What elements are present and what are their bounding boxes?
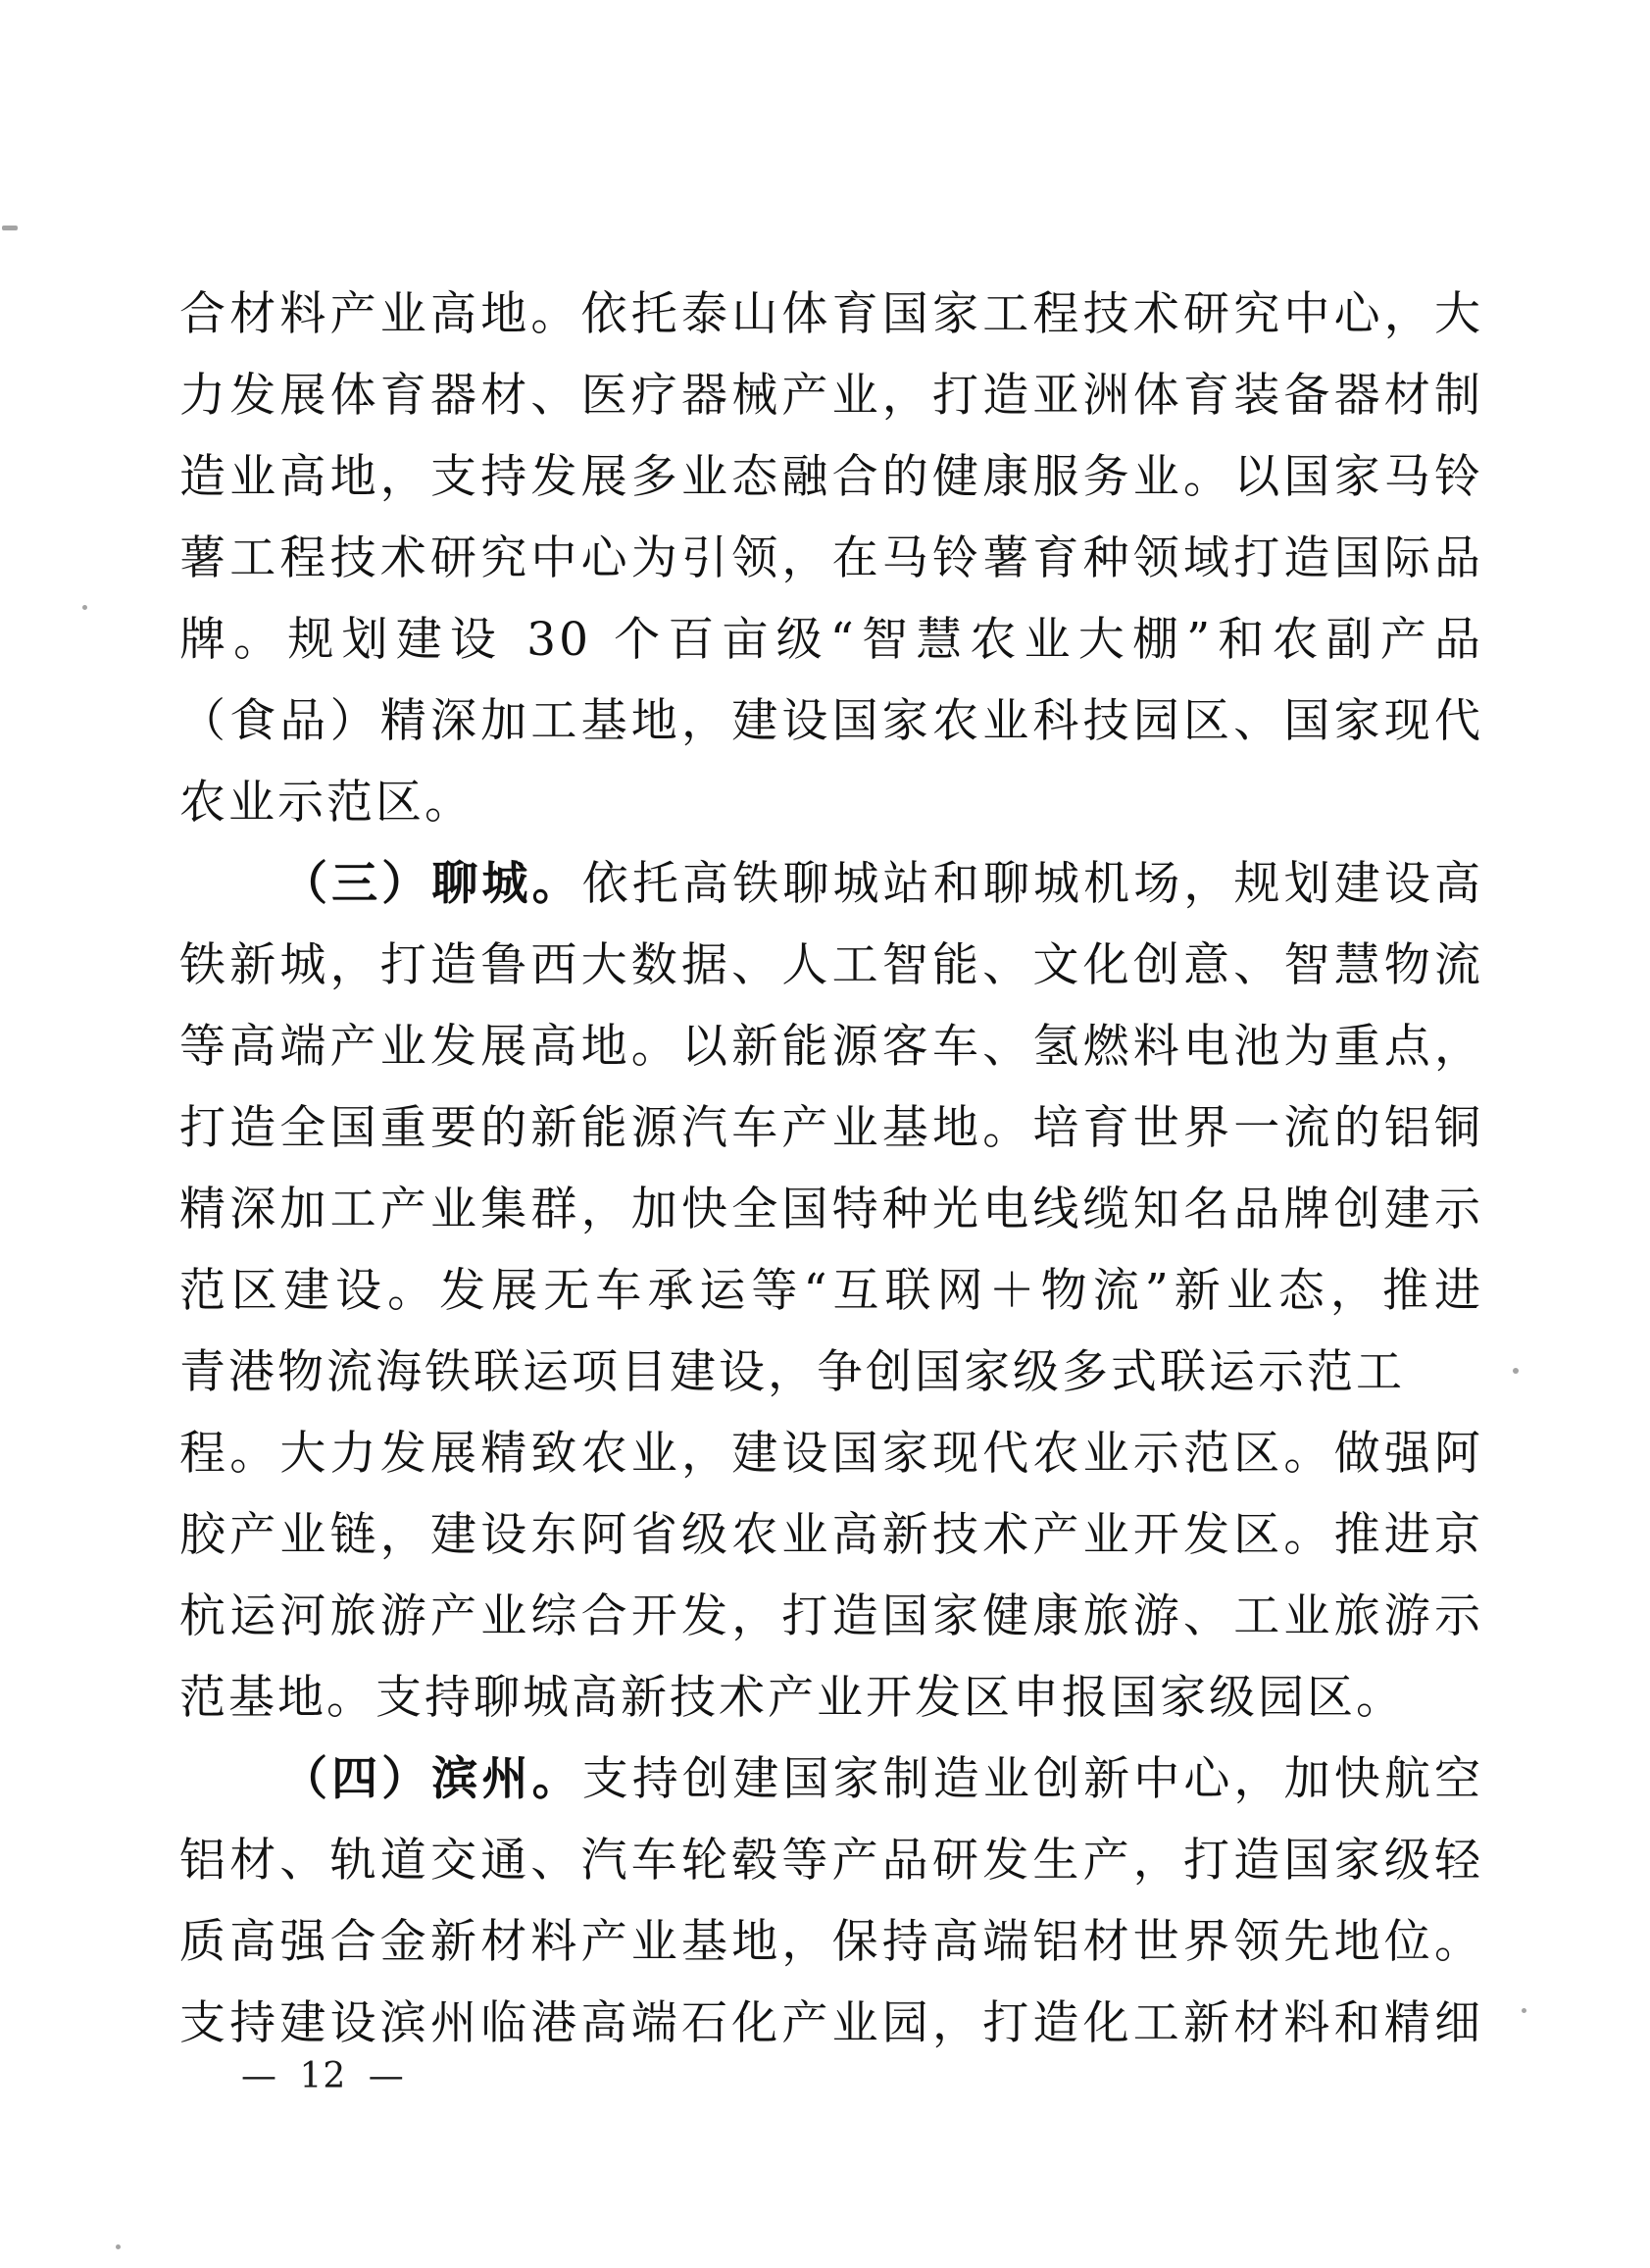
text-line: 农业示范区。	[179, 776, 474, 830]
text-line: 薯工程技术研究中心为引领，在马铃薯育种领域打造国际品	[179, 531, 1483, 585]
section-text: 支持创建国家制造业创新中心，加快航空	[581, 1752, 1484, 1806]
text-line: （食品）精深加工基地，建设国家农业科技园区、国家现代	[179, 694, 1483, 748]
text-line: 质高强合金新材料产业基地，保持高端铝材世界领先地位。	[179, 1915, 1483, 1969]
section-label: （四）滨州。	[281, 1752, 582, 1806]
text-line: 胶产业链，建设东阿省级农业高新技术产业开发区。推进京	[179, 1508, 1483, 1562]
text-line: 铁新城，打造鲁西大数据、人工智能、文化创意、智慧物流	[179, 938, 1483, 992]
text-line: 范区建设。发展无车承运等“互联网＋物流”新业态，推进	[179, 1264, 1483, 1318]
scan-speck	[1513, 1368, 1519, 1374]
scan-speck	[116, 2244, 121, 2249]
text-block	[179, 274, 1483, 2064]
text-line: 支持建设滨州临港高端石化产业园，打造化工新材料和精细	[179, 1996, 1483, 2050]
text-line: 牌。规划建设 30 个百亩级“智慧农业大棚”和农副产品	[179, 613, 1483, 667]
section-text: 依托高铁聊城站和聊城机场，规划建设高	[581, 857, 1484, 911]
scan-speck	[1522, 2008, 1526, 2013]
text-line: 精深加工产业集群，加快全国特种光电线缆知名品牌创建示	[179, 1183, 1483, 1236]
text-line: 打造全国重要的新能源汽车产业基地。培育世界一流的铝铜	[179, 1101, 1483, 1155]
section-label: （三）聊城。	[281, 857, 582, 911]
text-line: 力发展体育器材、医疗器械产业，打造亚洲体育装备器材制	[179, 369, 1483, 423]
scan-speck	[82, 605, 87, 610]
section-heading-binzhou	[179, 1739, 1483, 1820]
text-line: 造业高地，支持发展多业态融合的健康服务业。以国家马铃	[179, 450, 1483, 504]
text-line: 青港物流海铁联运项目建设，争创国家级多式联运示范工	[179, 1345, 1405, 1399]
page-number: — 12 —	[241, 2056, 405, 2096]
text-line: 程。大力发展精致农业，建设国家现代农业示范区。做强阿	[179, 1427, 1483, 1481]
text-line: 范基地。支持聊城高新技术产业开发区申报国家级园区。	[179, 1671, 1405, 1725]
scan-speck	[2, 226, 18, 230]
text-line: 合材料产业高地。依托泰山体育国家工程技术研究中心，大	[179, 287, 1483, 341]
text-line: 铝材、轨道交通、汽车轮毂等产品研发生产，打造国家级轻	[179, 1834, 1483, 1888]
text-line: 杭运河旅游产业综合开发，打造国家健康旅游、工业旅游示	[179, 1589, 1483, 1643]
section-heading-liaocheng	[179, 843, 1483, 925]
text-line: 等高端产业发展高地。以新能源客车、氢燃料电池为重点，	[179, 1020, 1483, 1074]
